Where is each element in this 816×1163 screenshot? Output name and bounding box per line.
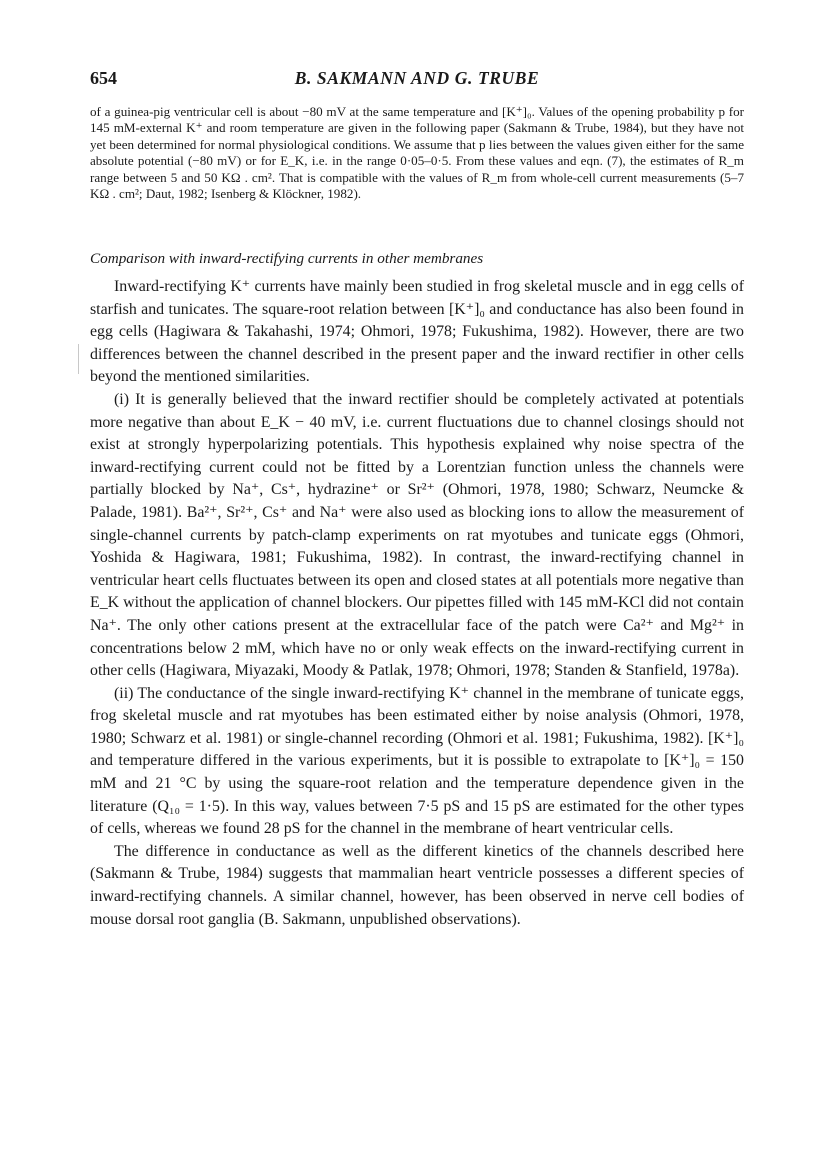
section-heading: Comparison with inward-rectifying currents in other membranes [90,250,484,267]
paragraph-conclusion: The difference in conductance as well as the different kinetics of the channels described here (Sakmann & Trube, 1984) suggests that mammalian heart ventricle possesses a different species of inward-rectifying channels. A similar channel, however, has been observed in nerve cell bodies of mouse dorsal root ganglia (B. Sakmann, unpublished observations). [90,842,744,928]
margin-mark [78,344,79,374]
page-header [90,68,744,92]
continuation-paragraph-block [90,104,744,202]
continuation-paragraph: of a guinea-pig ventricular cell is about −80 mV at the same temperature and [K⁺]₀. Values of the opening probability p for 145 mM-external K⁺ and room temperature are given in the following paper (Sakmann & Trube, 1984), but they have not yet been determined for normal physiological conditions. We assume that p lies between the values given either for the same absolute potential (−80 mV) or for E_K, i.e. in the range 0·05–0·5. From these values and eqn. (7), the estimates of R_m range between 5 and 50 KΩ . cm². That is compatible with the values of R_m from whole-cell current measurements (5–7 KΩ . cm²; Daut, 1982; Isenberg & Klöckner, 1982). [90,104,744,202]
paragraph-point-ii: (ii) The conductance of the single inward-rectifying K⁺ channel in the membrane of tunicate eggs, frog skeletal muscle and rat myotubes has been estimated either by noise analysis (Ohmori, 1978, 1980; Schwarz et al. 1981) or single-channel recording (Ohmori et al. 1981; Fukushima, 1982). [K⁺]₀ and temperature differed in the various experiments, but it is possible to extrapolate to [K⁺]₀ = 150 mM and 21 °C by using the square-root relation and the temperature dependence given in the literature (Q₁₀ = 1·5). In this way, values between 7·5 pS and 15 pS are estimated for the other types of cells, whereas we found 28 pS for the channel in the membrane of heart ventricular cells. [90,684,744,838]
page-number: 654 [90,68,117,88]
running-head: B. SAKMANN AND G. TRUBE [294,68,540,88]
paragraph-intro: Inward-rectifying K⁺ currents have mainly been studied in frog skeletal muscle and in egg cells of starfish and tunicates. The square-root relation between [K⁺]₀ and conductance has also been found in egg cells (Hagiwara & Takahashi, 1974; Ohmori, 1978; Fukushima, 1982). However, there are two differences between the channel described in the present paper and the inward rectifier in other cells beyond the mentioned similarities. [90,278,744,386]
main-text [90,276,744,931]
paragraph-point-i: (i) It is generally believed that the inward rectifier should be completely activated at potentials more negative than about E_K − 40 mV, i.e. current fluctuations due to channel closings should not exist at strongly hyperpolarizing potentials. This hypothesis explained why noise spectra of the inward-rectifying current could not be fitted by a Lorentzian function unless the channels were partially blocked by Na⁺, Cs⁺, hydrazine⁺ or Sr²⁺ (Ohmori, 1978, 1980; Schwarz, Neumcke & Palade, 1981). Ba²⁺, Sr²⁺, Cs⁺ and Na⁺ were also used as blocking ions to allow the measurement of single-channel currents by patch-clamp experiments on rat myotubes and tunicate eggs (Ohmori, Yoshida & Hagiwara, 1981; Fukushima, 1982). In contrast, the inward-rectifying channel in ventricular heart cells fluctuates between its open and closed states at all potentials more negative than E_K without the application of channel blockers. Our pipettes filled with 145 mM-KCl did not contain Na⁺. The only other cations present at the extracellular face of the patch were Ca²⁺ and Mg²⁺ in concentrations below 2 mM, which have no or only weak effects on the inward-rectifying current in other cells (Hagiwara, Miyazaki, Moody & Patlak, 1978; Ohmori, 1978; Standen & Stanfield, 1978a). [90,390,744,680]
